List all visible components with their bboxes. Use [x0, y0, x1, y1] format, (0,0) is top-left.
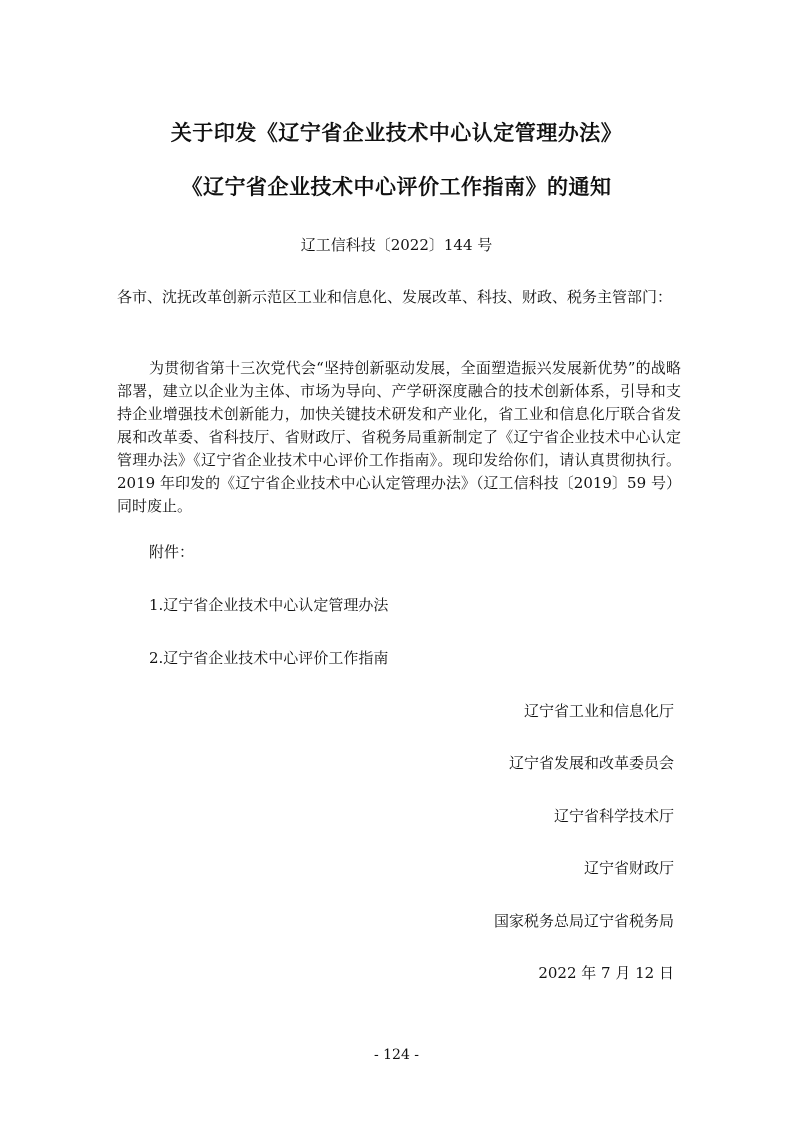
- attachment-item: 2.辽宁省企业技术中心评价工作指南: [149, 649, 389, 667]
- recipient: 各市、沈抚改革创新示范区工业和信息化、发展改革、科技、财政、税务主管部门：: [117, 288, 673, 306]
- title-line-2: 《辽宁省企业技术中心评价工作指南》的通知: [181, 175, 612, 199]
- signatory: 辽宁省科学技术厅: [553, 807, 674, 825]
- signatory: 国家税务总局辽宁省税务局: [493, 912, 674, 930]
- document-number: 辽工信科技〔2022〕144 号: [300, 236, 493, 254]
- signatory: 辽宁省财政厅: [583, 859, 674, 877]
- attachment-item: 1.辽宁省企业技术中心认定管理办法: [149, 596, 389, 614]
- title-line-1: 关于印发《辽宁省企业技术中心认定管理办法》: [170, 121, 623, 145]
- issue-date: 2022 年 7 月 12 日: [538, 964, 674, 982]
- signatory: 辽宁省工业和信息化厅: [523, 702, 674, 720]
- body-paragraph: 为贯彻省第十三次党代会“坚持创新驱动发展，全面塑造振兴发展新优势”的战略部署，建立以企业为主体、市场为导向、产学研深度融合的技术创新体系，引导和支持企业增强技术创新能力，加快关键技术研发和产业化，省工业和信息化厅联合省发展和改革委、省科技厅、省财政厅、省税务局重新制定了《辽宁省企业技术中心认定管理办法》《辽宁省企业技术中心评价工作指南》。现印发给你们，请认真贯彻执行。2019 年印发的《辽宁省企业技术中心认定管理办法》（辽工信科技〔2019〕59 号）同时废止。: [117, 359, 681, 515]
- page-number: - 124 -: [373, 1047, 420, 1063]
- signatory: 辽宁省发展和改革委员会: [508, 754, 674, 772]
- attachments-label: 附件：: [149, 543, 195, 561]
